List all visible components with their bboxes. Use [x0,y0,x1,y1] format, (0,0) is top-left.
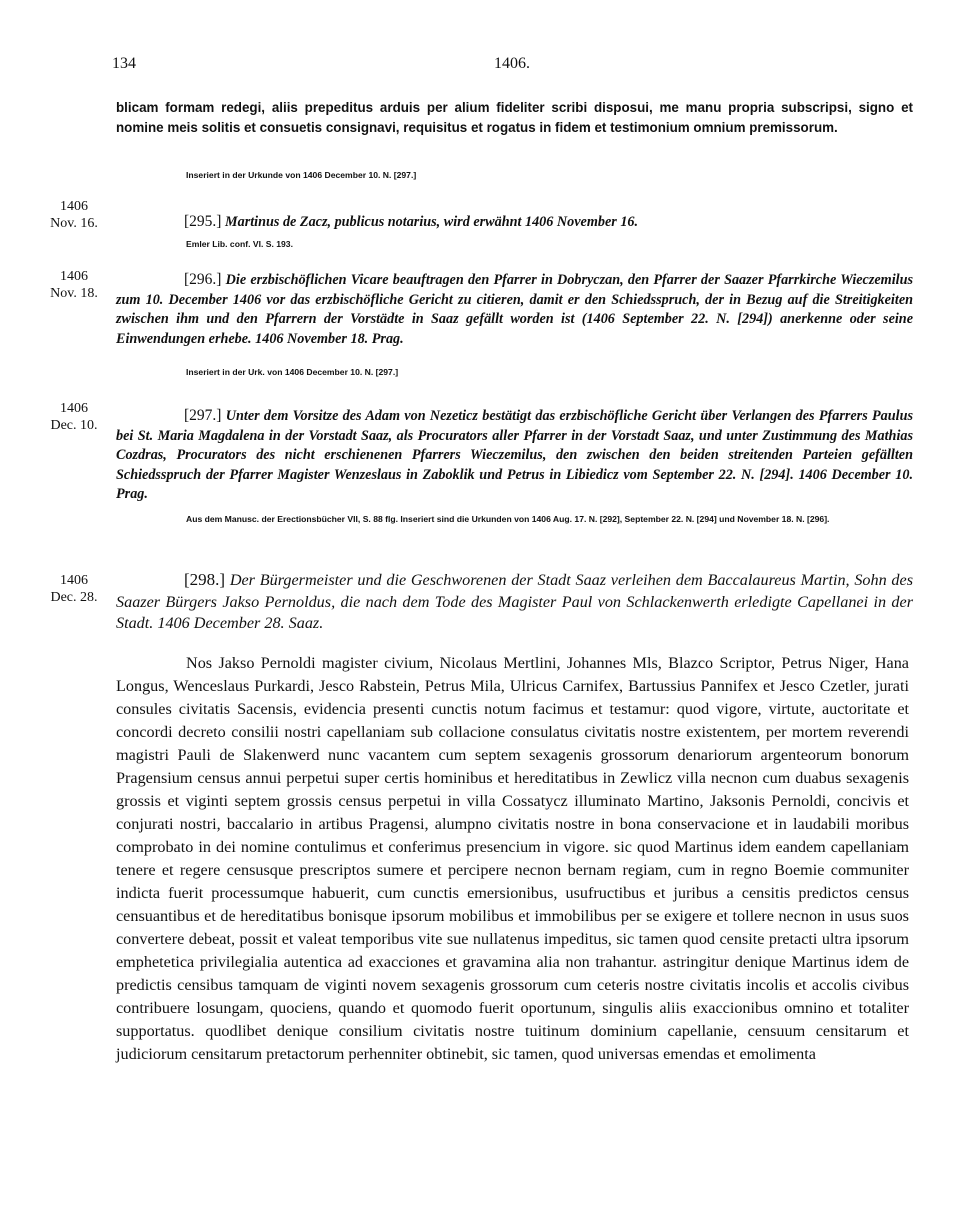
margin-date-298 [46,572,102,606]
entry-297-source: Aus dem Manusc. der Erectionsbücher VII, S. 88 flg. Inseriert sind die Urkunden von 1406 Aug. 17. N. [292], September 22. N. [294] und November 18. N. [296]. [186,514,830,524]
margin-date-year: 1406 [60,199,88,214]
charter-paragraph: Nos Jakso Pernoldi magister civium, Nicolaus Mertlini, Johannes Mls, Blazco Scriptor, Petrus Niger, Hana Longus, Wenceslaus Purkardi, Jesco Rabstein, Petrus Mila, Ulricus Carnifex, Bartussius Pannifex et Jesco Czetler, jurati consules civitatis Sacensis, evidencia presenti cunctis notum facimus et testamur: quod vigore, virtute, auctoritate et concordi decreto consilii nostri capellaniam sub collacione consulatus civitatis nostre existentem, per mortem reverendi magistri Pauli de Slakenwerd nunc vacantem cum septem sexagenis grossorum denariorum argenteorum bonorum Pragensium census annui perpetui super certis hominibus et hereditatibus in Zewlicz villa necnon cum duabus sexagenis grossis et viginti septem grossis census perpetui in villa Cossatycz illuminato Martino, Jaksonis Pernoldi, concivis et conjurati nostri, baccalario in artibus Pragensi, alumpno civitatis nostre in bona conservacione et in laudabili moribus comprobato in dei nomine contulimus et conferimus presencium in vigore. sic quod Martinus idem eandem capellaniam tenere et regere censusque prescriptos sumere et percipere necnon bernam regiam, cum in regno Boemie communiter indicta fuerit processumque habuerit, cum cunctis emersionibus, usufructibus et juribus a censitis predictos census censuantibus et de hereditatibus bonisque ipsorum mobilibus et immobilibus per se exigere et tollere necnon in usus suos convertere debeat, possit et valeat temporibus vite sue nullatenus impeditus, sic tamen quod censite pretacti ultra ipsorum emphetetica privilegialia autentica ad exacciones et gravamina alia non trahantur. astringitur denique Martinus idem de predictis censibus tamquam de viginti novem sexagenis grossorum cum ceteris nostre civitatis incolis et accolis civibus contribuere losungam, quociens, quando et quomodo fuerit oportunum, singulis aliis exaccionibus omnino et totaliter supportatus. quodlibet denique consilium civitatis nostre tuitinum dominium capellanie, censuum censitarum et judiciorum censitarum pretactorum perhenniter obtinebit, sic tamen, quod universas emendas et emolimenta [116,654,909,1063]
entry-297 [116,406,913,505]
entry-number: [296.] [184,271,222,288]
page-number: 134 [112,55,136,72]
margin-date-297 [46,400,102,434]
entry-regest: Der Bürgermeister und die Geschworenen der Stadt Saaz verleihen dem Baccalaureus Martin, Sohn des Saazer Bürgers Jakso Pernoldus, die nach dem Tode des Magister Paul von Schlackenwerth erledigte Capellanei in der Stadt. 1406 December 28. Saaz. [116,571,913,632]
intro-paragraph: blicam formam redegi, aliis prepeditus arduis per alium fideliter scribi disposui, me manu propria subscripsi, signo et nomine meis solitis et consuetis consignavi, requisitus et rogatus in fidem et testimonium omnium premissorum. [116,100,913,135]
entry-296 [116,270,913,349]
entry-regest: Die erzbischöflichen Vicare beauftragen den Pfarrer in Dobryczan, den Pfarrer der Saazer Pfarrkirche Wieczemilus zum 10. December 1406 vor das erzbischöfliche Gericht zu citieren, damit er den Schiedsspruch, der in Bezug auf die Streitigkeiten zwischen ihm und den Pfarrern der Vorstädte in Saaz gefällt worden ist (1406 September 22. N. [294]) anerkenne oder seine Einwendungen erhebe. 1406 November 18. Prag. [116,272,913,347]
margin-date-day: Nov. 16. [50,216,98,231]
margin-date-296 [46,268,102,302]
entry-number: [295.] [184,213,222,230]
margin-date-day: Nov. 18. [50,286,98,301]
margin-date-day: Dec. 10. [50,418,98,433]
entry-295-source: Emler Lib. conf. VI. S. 193. [186,239,293,249]
entry-number: [297.] [184,407,222,424]
entry-296-source: Inseriert in der Urk. von 1406 December 10. N. [297.] [186,367,399,377]
entry-regest: Unter dem Vorsitze des Adam von Nezeticz bestätigt das erzbischöfliche Gericht über Verlangen des Pfarrers Paulus bei St. Maria Magdalena in der Vorstadt Saaz, als Procurators aller Pfarrer in der Vorstadt Saaz, und unter Zustimmung des Mathias Cozdras, Procurators des nicht erschienenen Pfarrers Wieczemilus, den zwischen den beiden streitenden Parteien gefällten Schiedsspruch der Pfarrer Magister Wenzeslaus in Zaboklik und Petrus in Libiedicz vom September 22. N. [294]. 1406 December 10. Prag. [116,408,914,502]
charter-text [116,652,909,1066]
margin-date-295 [46,198,102,232]
intro-source-note: Inseriert in der Urkunde von 1406 December 10. N. [297.] [186,170,417,180]
running-head-year: 1406. [494,55,530,72]
margin-date-year: 1406 [60,401,88,416]
entry-295 [184,212,913,233]
entry-number: [298.] [184,570,226,589]
margin-date-year: 1406 [60,573,88,588]
margin-date-year: 1406 [60,269,88,284]
entry-298 [116,569,913,635]
entry-regest: Martinus de Zacz, publicus notarius, wird erwähnt 1406 November 16. [225,214,639,230]
margin-date-day: Dec. 28. [50,590,98,605]
